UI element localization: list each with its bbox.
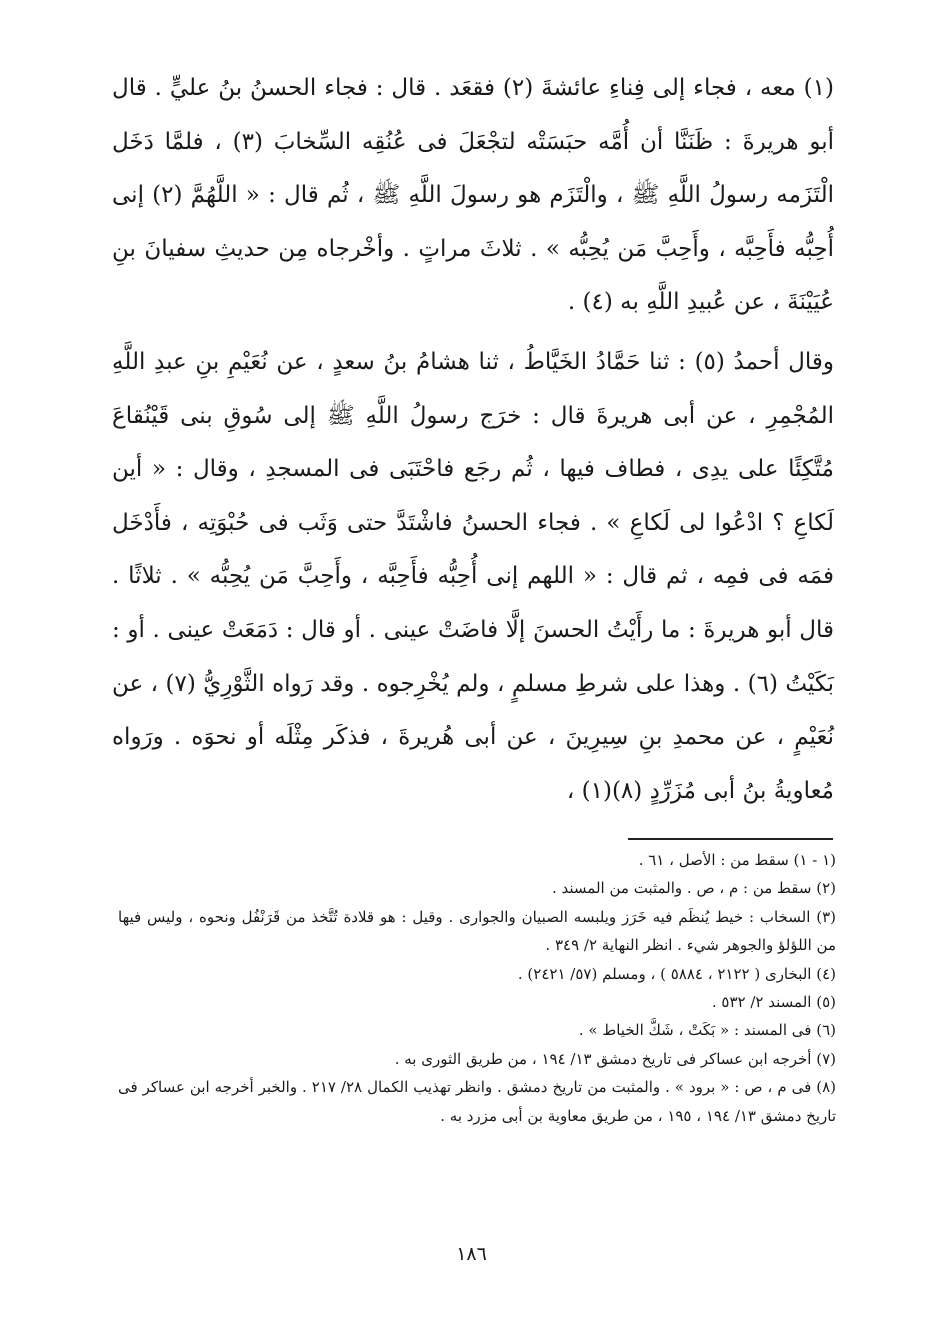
main-text-body xyxy=(112,62,834,818)
footnote-4: (٤) البخارى ( ٢١٢٢ ، ٥٨٨٤ ) ، ومسلم (٥٧/ ٢٤٢١) . xyxy=(517,964,836,983)
footnote-separator xyxy=(628,838,833,840)
footnote-2: (٢) سقط من : م ، ص . والمثبت من المسند . xyxy=(551,879,836,898)
body-paragraph-2: وقال أحمدُ (٥) : ثنا حَمَّادُ الخَيَّاطُ ، ثنا هشامُ بنُ سعدٍ ، عن نُعَيْمِ بنِ عبدِ اللَّهِ المُجْمِرِ ، عن أبى هريرةَ قال : خرَج رسولُ اللَّهِ ﷺ إلى سُوقِ بنى قَيْنُقاعَ مُتَّكِئًا على يدِى ، فطاف فيها ، ثُم رجَع فاحْتَبَى فى المسجدِ ، وقال : « أين لَكاعِ ؟ ادْعُوا لى لَكاعِ » . فجاء الحسنُ فاشْتَدَّ حتى وَثَب فى حُبْوَتِه ، فأَدْخَل فمَه فى فمِه ، ثم قال : « اللهم إنى أُحِبُّه فأَحِبَّه ، وأَحِبَّ مَن يُحِبُّه » . ثلاثًا . قال أبو هريرةَ : ما رأَيْتُ الحسنَ إلَّا فاضَتْ عينى . أو قال : دَمَعَتْ عينى . أو : بَكَيْتُ (٦) . وهذا على شرطِ مسلمٍ ، ولم يُخْرِجوه . وقد رَواه الثَّوْرِيُّ (٧) ، عن نُعَيْمٍ ، عن محمدِ بنِ سِيرِينَ ، عن أبى هُريرةَ ، فذكَر مِثْلَه أو نحوَه . ورَواه مُعاويةُ بنُ أبى مُزَرِّدٍ (٨)(١) ، xyxy=(112,348,834,804)
footnotes-section xyxy=(118,846,836,1130)
body-paragraph-1: (١) معه ، فجاء إلى فِناءِ عائشةَ (٢) فقعَد . قال : فجاء الحسنُ بنُ عليٍّ . قال أبو هريرةَ : ظَنَنَّا أن أُمَّه حبَسَتْه لتجْعَلَ فى عُنُقِه السِّخابَ (٣) ، فلمَّا دَخَل الْتَزَمه رسولُ اللَّهِ ﷺ ، والْتَزَم هو رسولَ اللَّهِ ﷺ ، ثُم قال : « اللَّهُمَّ (٢) إنى أُحِبُّه فأَحِبَّه ، وأَحِبَّ مَن يُحِبُّه » . ثلاثَ مراتٍ . وأخْرجاه مِن حديثِ سفيانَ بنِ عُيَيْنَةَ ، عن عُبيدِ اللَّهِ به (٤) . xyxy=(112,75,834,316)
footnote-6: (٦) فى المسند : « بَكَتْ ، شَكَّ الخياط » . xyxy=(578,1021,836,1040)
footnote-5: (٥) المسند ٢/ ٥٣٢ . xyxy=(711,993,836,1012)
footnote-3: (٣) السخاب : خيط يُنظَم فيه خَرَز ويلبسه الصبيان والجوارى . وقيل : هو قلادة تُتَّخذ من قَرَنْفُل ونحوه ، وليس فيها من اللؤلؤ والجوهر شيء . انظر النهاية ٢/ ٣٤٩ . xyxy=(118,907,836,955)
footnote-1: (١ - ١) سقط من : الأصل ، ٦١ . xyxy=(638,851,836,869)
footnote-7: (٧) أخرجه ابن عساكر فى تاريخ دمشق ١٣/ ١٩٤ ، من طريق الثورى به . xyxy=(394,1049,836,1068)
footnote-8: (٨) فى م ، ص : « برود » . والمثبت من تاريخ دمشق . وانظر تهذيب الكمال ٢٨/ ٢١٧ . والخبر أخرجه ابن عساكر فى تاريخ دمشق ١٣/ ١٩٤ ، ١٩٥ ، من طريق معاوية بن أبى مزرد به . xyxy=(118,1078,836,1125)
page-number: ١٨٦ xyxy=(456,1243,487,1265)
